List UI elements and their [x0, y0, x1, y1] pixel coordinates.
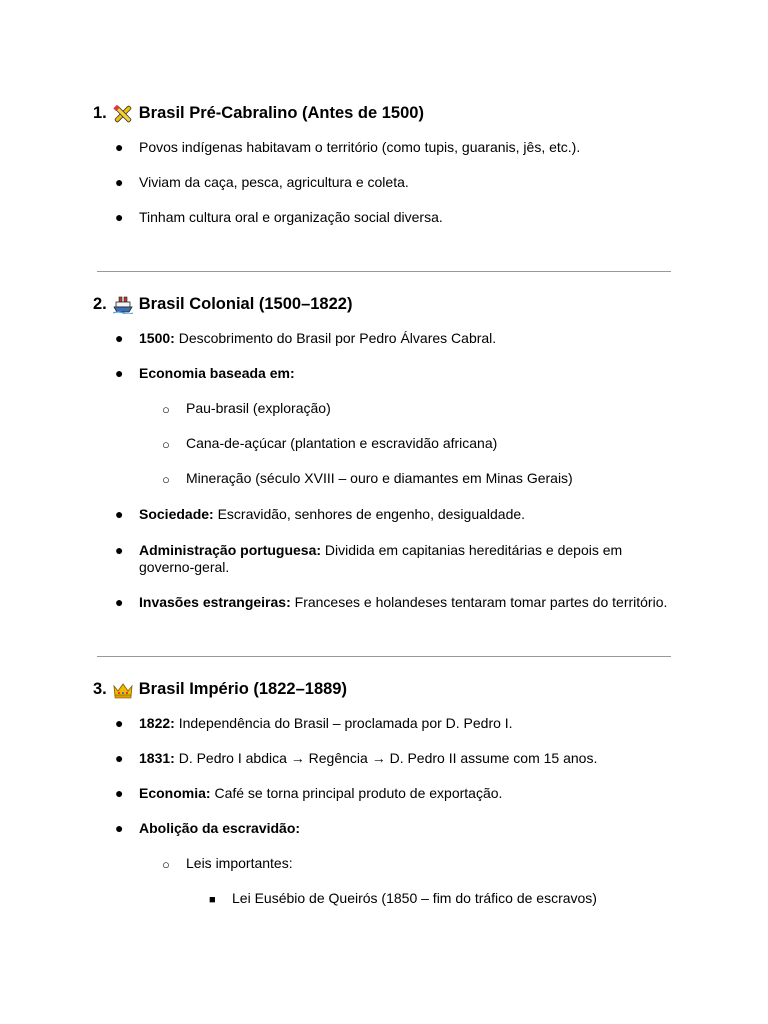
bullet-glyph: ●: [115, 715, 124, 731]
section-title: Brasil Império (1822–1889): [138, 680, 347, 698]
list-item: 1500: Descobrimento do Brasil por Pedro Álvares Cabral.: [139, 330, 497, 346]
bullet-glyph: ●: [115, 750, 124, 766]
list-item: Povos indígenas habitavam o território (como tupis, guaranis, jês, etc.).: [139, 139, 581, 155]
ship-icon: [113, 296, 133, 314]
list-item: Economia: Café se torna principal produto de exportação.: [139, 785, 503, 801]
sub-list-item: Mineração (século XVIII – ouro e diamantes em Minas Gerais): [186, 470, 573, 486]
sub-list-item: Cana-de-açúcar (plantation e escravidão africana): [186, 435, 498, 451]
crossed-tools-icon: [113, 105, 133, 123]
circle-bullet-glyph: ○: [162, 857, 170, 872]
section-heading-1: [93, 104, 424, 123]
bullet-glyph: ●: [115, 139, 124, 155]
bullet-glyph: ●: [115, 330, 124, 346]
list-item: Tinham cultura oral e organização social diversa.: [139, 209, 443, 225]
section-heading-2: [93, 295, 352, 314]
list-item: Invasões estrangeiras: Franceses e holandeses tentaram tomar partes do território.: [139, 594, 668, 610]
section-number: 2.: [93, 295, 107, 313]
list-item: Administração portuguesa: Dividida em capitanias hereditárias e depois em: [139, 542, 623, 558]
list-item: 1822: Independência do Brasil – proclamada por D. Pedro I.: [139, 715, 513, 731]
sub-sub-list-item: Lei Eusébio de Queirós (1850 – fim do tráfico de escravos): [232, 890, 597, 906]
bullet-glyph: ●: [115, 174, 124, 190]
list-item: Abolição da escravidão:: [139, 820, 301, 836]
bullet-glyph: ●: [115, 820, 124, 836]
list-item-continuation: governo-geral.: [139, 559, 230, 575]
bullet-glyph: ●: [115, 209, 124, 225]
circle-bullet-glyph: ○: [162, 402, 170, 417]
section-title: Brasil Colonial (1500–1822): [138, 295, 353, 313]
section-divider: [97, 271, 671, 272]
bullet-glyph: ●: [115, 542, 124, 558]
bullet-glyph: ●: [115, 785, 124, 801]
crown-icon: [113, 681, 133, 699]
section-divider: [97, 656, 671, 657]
section-number: 3.: [93, 680, 107, 698]
section-title: Brasil Pré-Cabralino (Antes de 1500): [138, 104, 424, 122]
circle-bullet-glyph: ○: [162, 437, 170, 452]
bullet-glyph: ●: [115, 365, 124, 381]
list-item: Viviam da caça, pesca, agricultura e coleta.: [139, 174, 409, 190]
square-bullet-glyph: ■: [209, 894, 216, 906]
bullet-glyph: ●: [115, 594, 124, 610]
list-item: 1831: D. Pedro I abdica → Regência → D. Pedro II assume com 15 anos.: [139, 750, 598, 766]
sub-list-item: Pau-brasil (exploração): [186, 400, 331, 416]
section-number: 1.: [93, 104, 107, 122]
list-item: Sociedade: Escravidão, senhores de engenho, desigualdade.: [139, 506, 526, 522]
bullet-glyph: ●: [115, 506, 124, 522]
circle-bullet-glyph: ○: [162, 472, 170, 487]
list-item: Economia baseada em:: [139, 365, 295, 381]
sub-list-item: Leis importantes:: [186, 855, 293, 871]
section-heading-3: [93, 680, 347, 699]
